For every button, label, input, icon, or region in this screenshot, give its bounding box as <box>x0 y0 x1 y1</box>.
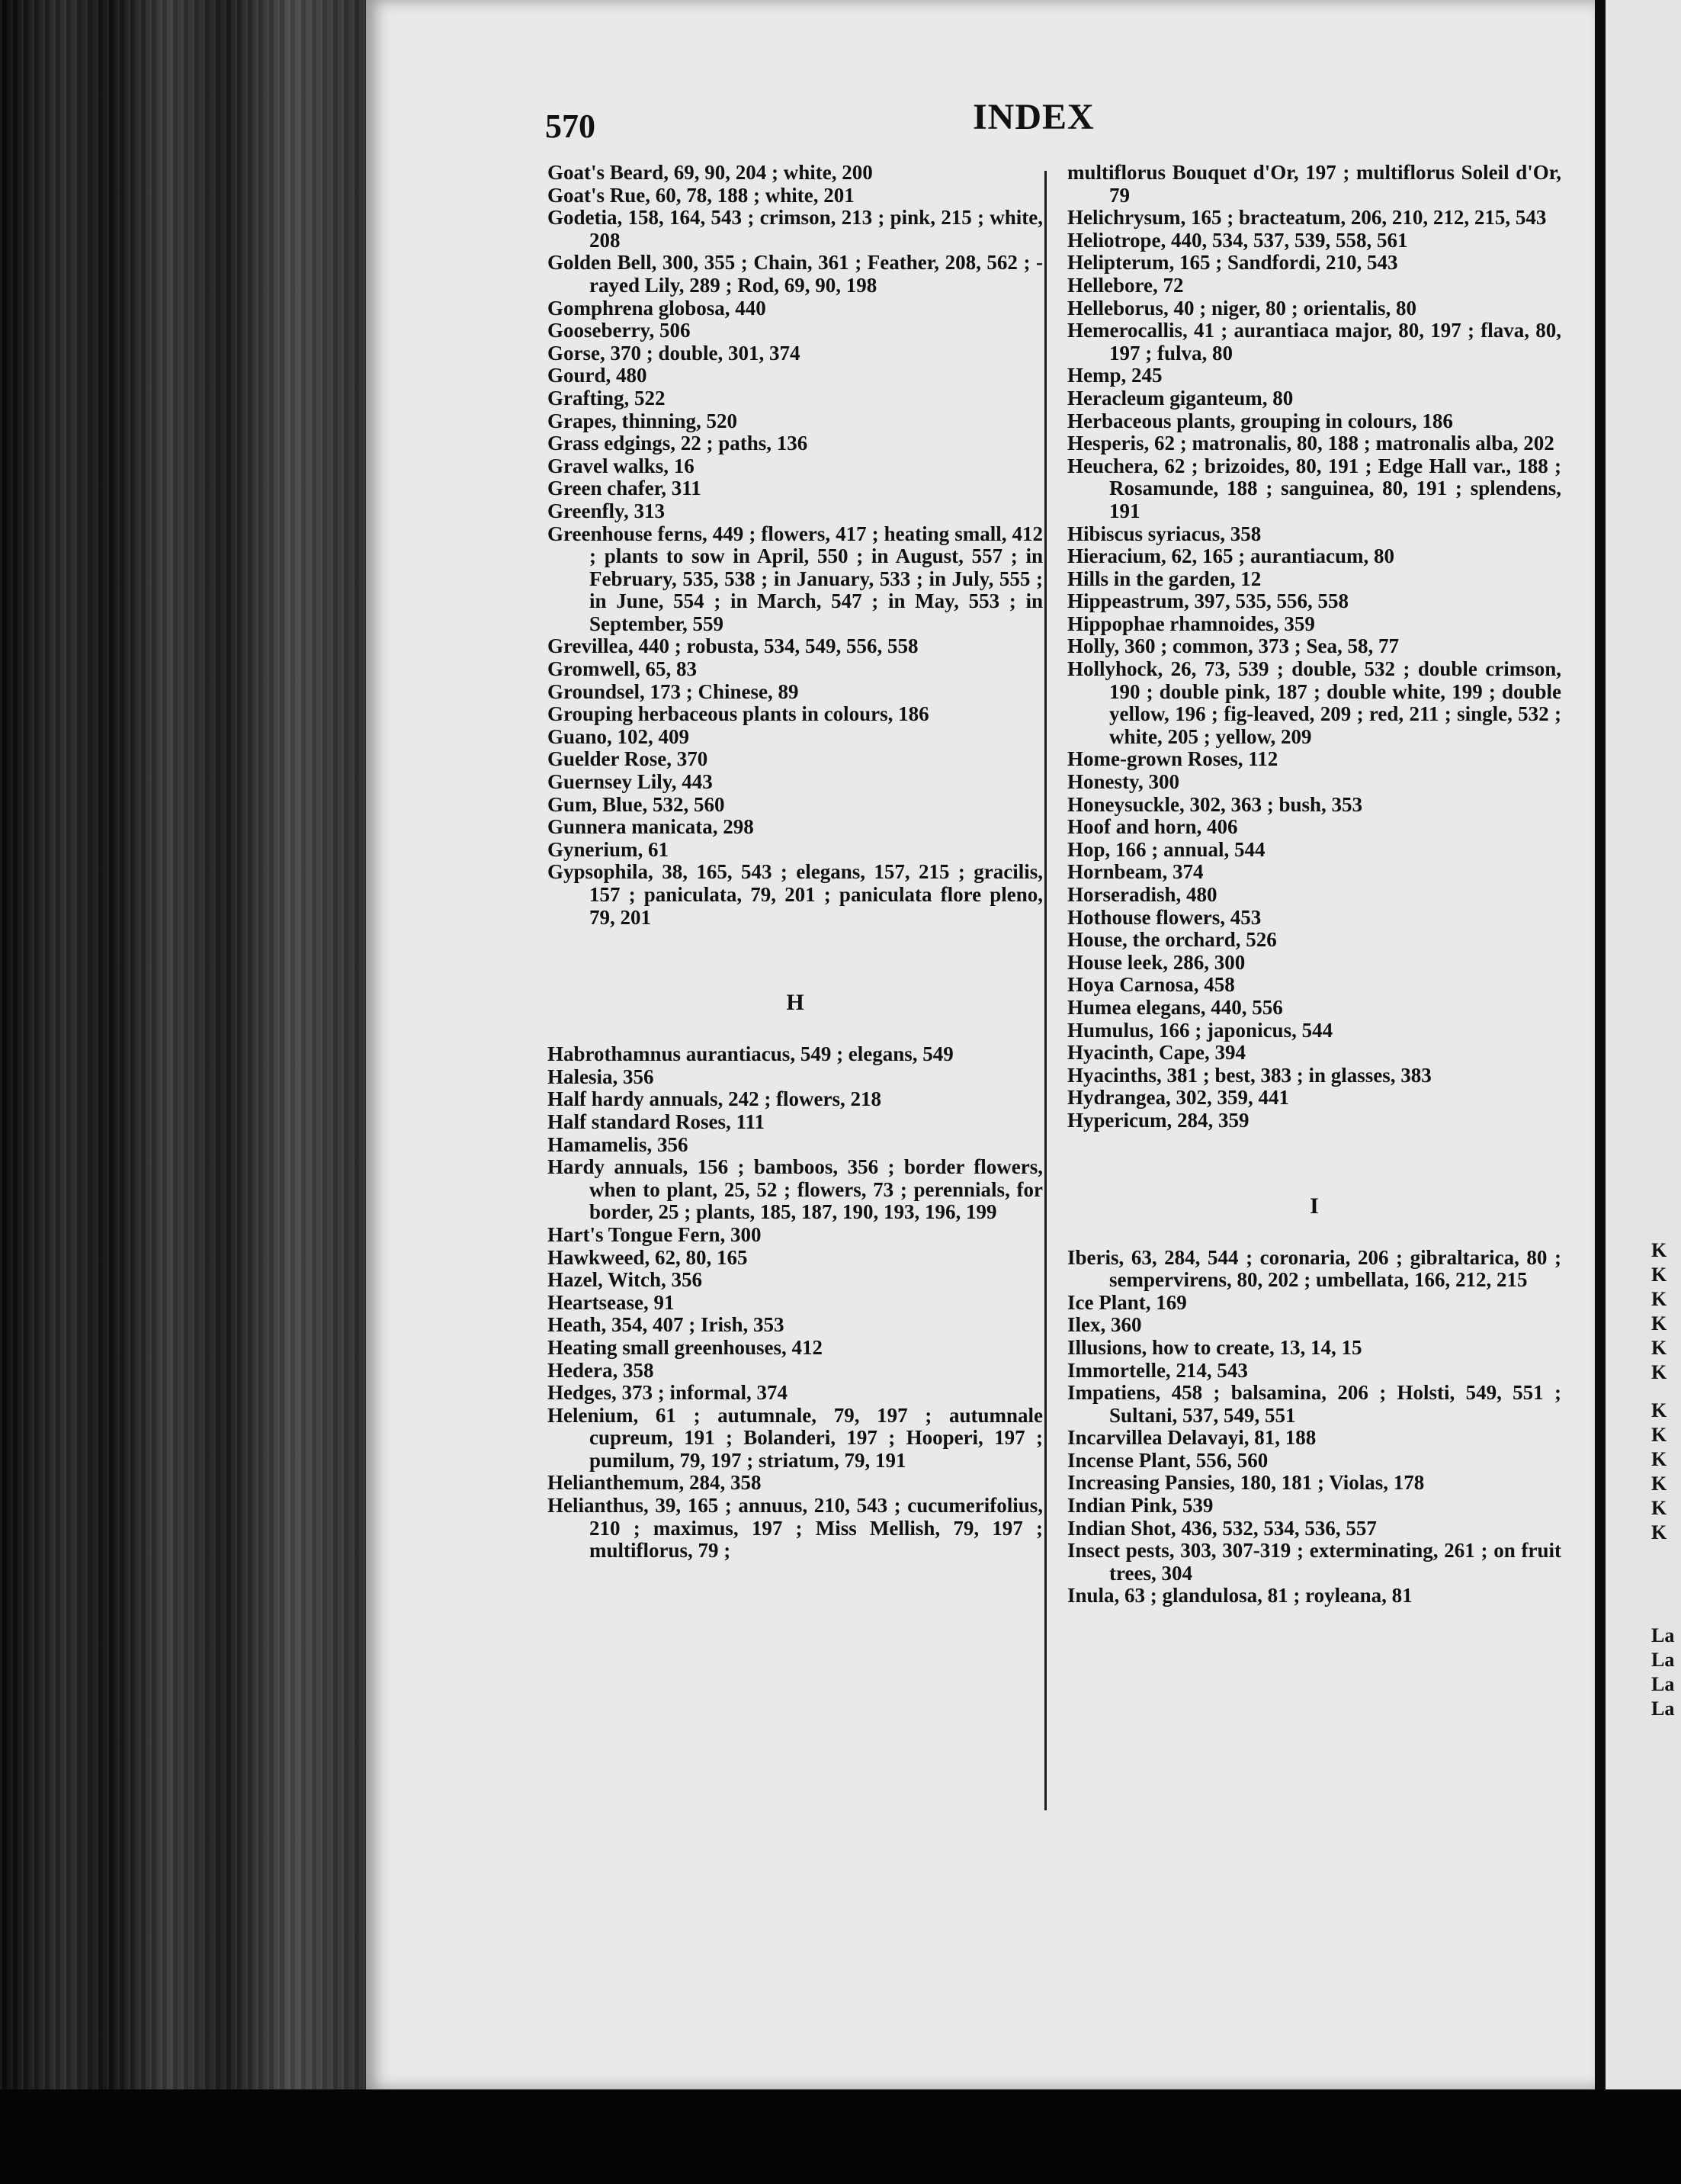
index-entry: Hills in the garden, 12 <box>1067 567 1262 590</box>
facing-page-fragment: K <box>1651 1521 1667 1543</box>
index-entry: Incarvillea Delavayi, 81, 188 <box>1067 1426 1317 1450</box>
facing-page-fragment: K <box>1651 1473 1667 1495</box>
facing-page-fragment: La <box>1651 1697 1675 1720</box>
index-entry: Gunnera manicata, 298 <box>547 815 754 839</box>
index-entry: Hornbeam, 374 <box>1067 860 1204 884</box>
page-number: 570 <box>545 108 595 145</box>
index-entry: Heuchera, 62 ; brizoides, 80, 191 ; Edge Hall var., 188 ; Rosamunde, 188 ; sanguinea, 80, 191 ; splendens, 191 <box>1067 454 1561 522</box>
index-entry: Helenium, 61 ; autumnale, 79, 197 ; autumnale cupreum, 191 ; Bolanderi, 197 ; Hooperi, 197 ; pumilum, 79, 197 ; striatum, 79, 191 <box>547 1403 1043 1472</box>
facing-page-fragment: K <box>1651 1361 1667 1383</box>
index-entry: Home-grown Roses, 112 <box>1067 747 1278 771</box>
index-entry: Hyacinths, 381 ; best, 383 ; in glasses, 383 <box>1067 1063 1432 1087</box>
index-entry: Hypericum, 284, 359 <box>1067 1108 1250 1132</box>
index-entry: Hardy annuals, 156 ; bamboos, 356 ; border flowers, when to plant, 25, 52 ; flowers, 73 ; perennials, for border, 25 ; plants, 185, 187, 190, 193, 196, 199 <box>547 1155 1043 1224</box>
scan-left-margin <box>0 0 366 2184</box>
index-entry: Hawkweed, 62, 80, 165 <box>547 1245 748 1269</box>
index-entry: Helianthemum, 284, 358 <box>547 1471 762 1495</box>
index-entry: Horseradish, 480 <box>1067 883 1217 906</box>
index-entry: Hamamelis, 356 <box>547 1132 688 1156</box>
running-head: INDEX <box>973 97 1095 137</box>
section-letter-i: I <box>1310 1193 1319 1219</box>
index-entry: Hart's Tongue Fern, 300 <box>547 1222 762 1246</box>
index-entry: Guano, 102, 409 <box>547 724 690 748</box>
index-entry: Grafting, 522 <box>547 386 666 410</box>
index-entry: Hedges, 373 ; informal, 374 <box>547 1381 788 1405</box>
index-entry: Honeysuckle, 302, 363 ; bush, 353 <box>1067 792 1363 816</box>
index-entry: Heliotrope, 440, 534, 537, 539, 558, 561 <box>1067 228 1408 252</box>
index-entry: Gorse, 370 ; double, 301, 374 <box>547 341 800 365</box>
index-entry: Iberis, 63, 284, 544 ; coronaria, 206 ; gibraltarica, 80 ; sempervirens, 80, 202 ; umbellata, 166, 212, 215 <box>1067 1245 1561 1292</box>
index-entry: Grass edgings, 22 ; paths, 136 <box>547 432 808 455</box>
index-entry: Holly, 360 ; common, 373 ; Sea, 58, 77 <box>1067 634 1399 658</box>
page-gutter <box>1595 0 1606 2089</box>
facing-page-fragment: K <box>1651 1288 1667 1310</box>
index-entry: Half standard Roses, 111 <box>547 1110 765 1133</box>
index-entry: Golden Bell, 300, 355 ; Chain, 361 ; Feather, 208, 562 ; -rayed Lily, 289 ; Rod, 69, 90, 198 <box>547 251 1043 297</box>
index-entry: Incense Plant, 556, 560 <box>1067 1448 1269 1472</box>
entry-list-i <box>1067 1247 1561 1608</box>
entry-list-h <box>547 1043 1043 1563</box>
index-entry: Hyacinth, Cape, 394 <box>1067 1041 1246 1065</box>
index-entry: Grevillea, 440 ; robusta, 534, 549, 556, 558 <box>547 634 919 658</box>
index-entry: Ice Plant, 169 <box>1067 1290 1187 1314</box>
index-entry: Helichrysum, 165 ; bracteatum, 206, 210, 212, 215, 543 <box>1067 206 1547 230</box>
index-entry: Guelder Rose, 370 <box>547 747 708 771</box>
index-entry: Indian Pink, 539 <box>1067 1494 1214 1518</box>
index-entry: Helianthus, 39, 165 ; annuus, 210, 543 ; cucumerifolius, 210 ; maximus, 197 ; Miss Mellish, 79, 197 ; multiflorus, 79 ; <box>547 1494 1043 1563</box>
index-entry: Inula, 63 ; glandulosa, 81 ; royleana, 81 <box>1067 1584 1413 1607</box>
index-entry: Gum, Blue, 532, 560 <box>547 792 725 816</box>
index-entry: Impatiens, 458 ; balsamina, 206 ; Holsti, 549, 551 ; Sultani, 537, 549, 551 <box>1067 1381 1561 1427</box>
index-entry: Grapes, thinning, 520 <box>547 409 738 432</box>
index-entry: Hoof and horn, 406 <box>1067 815 1238 839</box>
index-entry: Helipterum, 165 ; Sandfordi, 210, 543 <box>1067 251 1398 275</box>
index-entry: Gourd, 480 <box>547 364 647 387</box>
index-entry: Groundsel, 173 ; Chinese, 89 <box>547 679 799 703</box>
index-entry: Goat's Beard, 69, 90, 204 ; white, 200 <box>547 161 873 184</box>
index-entry: Heating small greenhouses, 412 <box>547 1335 823 1359</box>
facing-page-fragment: La <box>1651 1649 1675 1671</box>
index-entry: Heracleum giganteum, 80 <box>1067 386 1294 410</box>
section-letter-h: H <box>786 990 804 1016</box>
facing-page-fragment: K <box>1651 1239 1667 1261</box>
index-entry: Humea elegans, 440, 556 <box>1067 995 1283 1019</box>
index-entry: Honesty, 300 <box>1067 770 1180 794</box>
next-page-edge <box>1606 0 1681 2105</box>
index-entry: Increasing Pansies, 180, 181 ; Violas, 178 <box>1067 1471 1425 1495</box>
facing-page-fragment: K <box>1651 1312 1667 1334</box>
index-entry: Humulus, 166 ; japonicus, 544 <box>1067 1018 1333 1042</box>
index-entry: Hieracium, 62, 165 ; aurantiacum, 80 <box>1067 544 1394 568</box>
index-entry: Immortelle, 214, 543 <box>1067 1358 1248 1382</box>
index-entry: Illusions, how to create, 13, 14, 15 <box>1067 1335 1362 1359</box>
index-entry: Hazel, Witch, 356 <box>547 1268 702 1292</box>
index-entry: Hippophae rhamnoides, 359 <box>1067 612 1315 635</box>
facing-page-fragment: K <box>1651 1264 1667 1286</box>
index-entry: Hop, 166 ; annual, 544 <box>1067 837 1266 861</box>
facing-page-fragment: La <box>1651 1673 1675 1695</box>
facing-page-fragment: K <box>1651 1337 1667 1359</box>
index-entry: Goat's Rue, 60, 78, 188 ; white, 201 <box>547 183 855 207</box>
index-entry: Gynerium, 61 <box>547 837 669 861</box>
index-entry: Insect pests, 303, 307-319 ; exterminating, 261 ; on fruit trees, 304 <box>1067 1539 1561 1585</box>
scan-bottom-margin <box>0 2089 1681 2184</box>
book-page <box>366 0 1595 2089</box>
facing-page-fragment: K <box>1651 1448 1667 1470</box>
index-entry: Half hardy annuals, 242 ; flowers, 218 <box>547 1087 882 1111</box>
index-entry: Ilex, 360 <box>1067 1313 1142 1337</box>
index-entry: Halesia, 356 <box>547 1065 654 1088</box>
index-entry: Hesperis, 62 ; matronalis, 80, 188 ; matronalis alba, 202 <box>1067 432 1554 455</box>
index-entry: Hothouse flowers, 453 <box>1067 905 1262 929</box>
index-entry: House, the orchard, 526 <box>1067 928 1277 952</box>
index-entry: Heartsease, 91 <box>547 1290 675 1314</box>
index-entry: Greenfly, 313 <box>547 499 665 522</box>
index-entry: multiflorus Bouquet d'Or, 197 ; multiflorus Soleil d'Or, 79 <box>1067 161 1561 207</box>
index-entry: Gromwell, 65, 83 <box>547 657 697 681</box>
facing-page-fragment: La <box>1651 1624 1675 1646</box>
index-entry: Heath, 354, 407 ; Irish, 353 <box>547 1313 784 1337</box>
index-entry: Hellebore, 72 <box>1067 273 1184 297</box>
index-entry: Hollyhock, 26, 73, 539 ; double, 532 ; double crimson, 190 ; double pink, 187 ; double white, 199 ; double yellow, 196 ; fig-leaved, 209 ; red, 211 ; single, 532 ; white, 205 ; yellow, 209 <box>1067 657 1561 748</box>
index-entry: Hemerocallis, 41 ; aurantiaca major, 80, 197 ; flava, 80, 197 ; fulva, 80 <box>1067 319 1561 365</box>
index-column-right <box>1067 162 1561 1607</box>
index-entry: Hydrangea, 302, 359, 441 <box>1067 1086 1290 1110</box>
index-entry: Godetia, 158, 164, 543 ; crimson, 213 ; pink, 215 ; white, 208 <box>547 206 1043 252</box>
index-entry: Herbaceous plants, grouping in colours, 186 <box>1067 409 1453 432</box>
index-entry: Hibiscus syriacus, 358 <box>1067 522 1262 545</box>
entry-list-h-continued <box>1067 162 1561 1132</box>
index-entry: Hippeastrum, 397, 535, 556, 558 <box>1067 589 1349 613</box>
index-entry: Habrothamnus aurantiacus, 549 ; elegans, 549 <box>547 1042 954 1066</box>
index-entry: Hedera, 358 <box>547 1358 654 1382</box>
facing-page-fragment: K <box>1651 1399 1667 1421</box>
index-entry: Guernsey Lily, 443 <box>547 770 713 794</box>
index-column-left <box>547 162 1043 1563</box>
column-divider <box>1044 171 1047 1810</box>
facing-page-fragment: K <box>1651 1497 1667 1519</box>
index-entry: Green chafer, 311 <box>547 477 701 500</box>
index-entry: Gravel walks, 16 <box>547 454 695 477</box>
index-entry: Gooseberry, 506 <box>547 319 691 342</box>
index-entry: Hemp, 245 <box>1067 364 1163 387</box>
index-entry: House leek, 286, 300 <box>1067 950 1246 974</box>
index-entry: Gomphrena globosa, 440 <box>547 296 766 320</box>
index-entry: Helleborus, 40 ; niger, 80 ; orientalis, 80 <box>1067 296 1416 320</box>
index-entry: Greenhouse ferns, 449 ; flowers, 417 ; heating small, 412 ; plants to sow in April, 550 ; in August, 557 ; in February, 535, 538 ; in January, 533 ; in July, 555 ; in June, 554 ; in March, 547 ; in May, 553 ; in September, 559 <box>547 522 1043 635</box>
index-entry: Grouping herbaceous plants in colours, 186 <box>547 702 929 726</box>
entry-list-g <box>547 162 1043 929</box>
index-entry: Hoya Carnosa, 458 <box>1067 973 1235 997</box>
facing-page-fragment: K <box>1651 1424 1667 1446</box>
index-entry: Gypsophila, 38, 165, 543 ; elegans, 157, 215 ; gracilis, 157 ; paniculata, 79, 201 ; paniculata flore pleno, 79, 201 <box>547 860 1043 929</box>
index-entry: Indian Shot, 436, 532, 534, 536, 557 <box>1067 1516 1377 1540</box>
